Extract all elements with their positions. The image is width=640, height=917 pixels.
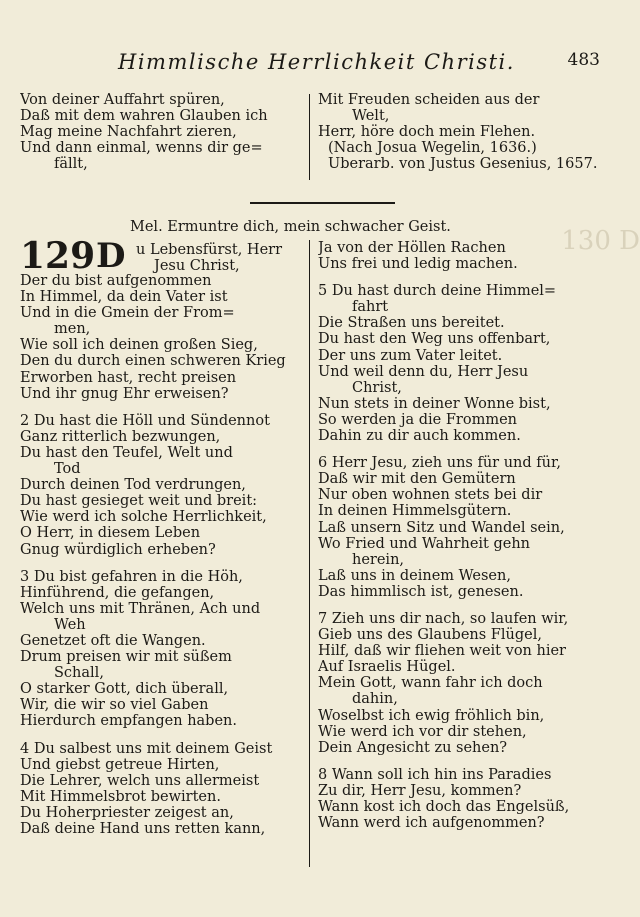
text-line: 5 Du hast durch deine Himmel= [318,283,557,300]
hymn-first-lines [136,242,306,274]
stanza-gap [318,444,600,455]
text-line: dahin, [352,691,398,708]
text-line: Genetzet oft die Wangen. [20,632,206,649]
text-line: Jesu Christ, [154,258,240,275]
text-line: Herr, höre doch mein Flehen. [318,124,536,141]
text-line: Du Hoherpriester zeigest an, [20,804,234,821]
stanza-gap [20,558,302,569]
text-line: Uns frei und ledig machen. [318,256,518,273]
text-line: Drum preisen wir mit süßem [20,649,232,666]
text-line: Hilf, daß wir fliehen weit von hier [318,643,566,660]
text-line: Der uns zum Vater leitet. [318,347,503,364]
text-line: Nun stets in deiner Wonne bist, [318,395,551,412]
hymn-separator-rule [250,202,395,204]
text-line: Wo Fried und Wahrheit gehn [318,535,531,552]
top-left-column [20,92,302,172]
text-line: O Herr, in diesem Leben [20,525,201,542]
text-line: In deinen Himmelsgütern. [318,503,512,520]
text-line: O starker Gott, dich überall, [20,681,229,698]
text-line: Wie werd ich vor dir stehen, [318,723,527,740]
stanza-gap [20,730,302,741]
text-line: Und in die Gmein der From= [20,305,235,322]
text-line: u Lebensfürst, Herr [136,242,283,258]
text-line: 6 Herr Jesu, zieh uns für und für, [318,455,561,472]
text-line: In Himmel, da dein Vater ist [20,289,228,306]
text-line: Hinführend, die gefangen, [20,584,215,601]
text-line: Mit Himmelsbrot bewirten. [20,788,221,805]
text-line: Laß unsern Sitz und Wandel sein, [318,519,565,536]
text-line: Du hast gesieget weit und breit: [20,493,258,510]
text-line: fällt, [54,156,88,173]
text-line: Durch deinen Tod verdrungen, [20,477,246,494]
text-line: Mit Freuden scheiden aus der [318,92,540,108]
hymn-right-column [318,240,600,831]
text-line: Dahin zu dir auch kommen. [318,428,521,445]
text-line: Und ihr gnug Ehr erweisen? [20,385,229,402]
text-line: Du hast den Teufel, Welt und [20,444,233,461]
text-line: Mag meine Nachfahrt zieren, [20,124,237,141]
text-line: Wie werd ich solche Herrlichkeit, [20,509,267,526]
running-title: Himmlische Herrlichkeit Christi. [118,50,515,74]
text-line: Welt, [352,108,390,125]
top-right-column [318,92,600,172]
text-line: herein, [352,551,405,568]
column-divider-top [309,94,310,180]
text-line: Den du durch einen schweren Krieg [20,353,286,370]
text-line: 7 Zieh uns dir nach, so laufen wir, [318,610,569,627]
text-line: 3 Du bist gefahren in die Höh, [20,568,243,585]
text-line: Laß uns in deinem Wesen, [318,567,511,584]
text-line: 2 Du hast die Höll und Sündennot [20,412,270,429]
text-line: Wann kost ich doch das Engelsüß, [318,799,570,815]
text-line: Und dann einmal, wenns dir ge= [20,140,263,157]
text-line: Das himmlisch ist, genesen. [318,583,524,600]
text-line: 8 Wann soll ich hin ins Paradies [318,766,552,783]
text-line: (Nach Josua Wegelin, 1636.) [328,140,537,157]
text-line: Mein Gott, wann fahr ich doch [318,675,543,692]
text-line: Der du bist aufgenommen [20,273,212,289]
text-line: Zu dir, Herr Jesu, kommen? [318,782,522,799]
text-line: Du hast den Weg uns offenbart, [318,331,551,348]
page-number: 483 [567,50,600,70]
text-line: Auf Israelis Hügel. [318,659,456,676]
text-line: Wann werd ich aufgenommen? [318,815,545,832]
text-line: Die Straßen uns bereitet. [318,315,505,332]
text-line: Daß deine Hand uns retten kann, [20,821,266,837]
text-line: Daß mit dem wahren Glauben ich [20,108,268,125]
text-line: Wie soll ich deinen großen Sieg, [20,337,258,354]
stanza-gap [318,600,600,611]
text-line: Dein Angesicht zu sehen? [318,739,508,756]
hymn-number: 129 [20,235,96,277]
text-line: Ja von der Höllen Rachen [318,240,506,256]
stanza-gap [318,756,600,767]
text-line: Von deiner Auffahrt spüren, [20,92,225,108]
text-line: Nur oben wohnen stets bei dir [318,487,543,504]
text-line: Erworben hast, recht preisen [20,369,237,386]
column-divider-main [309,240,310,867]
text-line: Ganz ritterlich bezwungen, [20,428,221,445]
text-line: Welch uns mit Thränen, Ach und [20,600,261,617]
bleed-through-text: 130 D [561,226,640,256]
text-line: Hierdurch empfangen haben. [20,713,237,730]
drop-capital: D [96,236,126,276]
page-header [20,50,600,76]
text-line: Überarb. von Justus Gesenius, 1657. [328,156,598,173]
text-line: Wir, die wir so viel Gaben [20,697,209,714]
text-line: fahrt [352,299,389,316]
text-line: Weh [54,616,86,633]
melody-line: Mel. Ermuntre dich, mein schwacher Geist. [130,219,451,235]
text-line: Gnug würdiglich erheben? [20,541,216,558]
text-line: Und weil denn du, Herr Jesu [318,363,529,380]
text-line: Tod [54,461,81,478]
text-line: So werden ja die Frommen [318,411,518,428]
text-line: Gieb uns des Glaubens Flügel, [318,627,542,644]
text-line: Daß wir mit den Gemütern [318,471,516,488]
text-line: Und giebst getreue Hirten, [20,756,220,773]
text-line: Woselbst ich ewig fröhlich bin, [318,707,545,724]
text-line: Die Lehrer, welch uns allermeist [20,772,260,789]
hymn-left-column [20,273,302,837]
text-line: men, [54,321,91,338]
text-line: Schall, [54,665,104,682]
stanza-gap [20,402,302,413]
text-line: 4 Du salbest uns mit deinem Geist [20,740,273,757]
stanza-gap [318,272,600,283]
text-line: Christ, [352,379,402,396]
